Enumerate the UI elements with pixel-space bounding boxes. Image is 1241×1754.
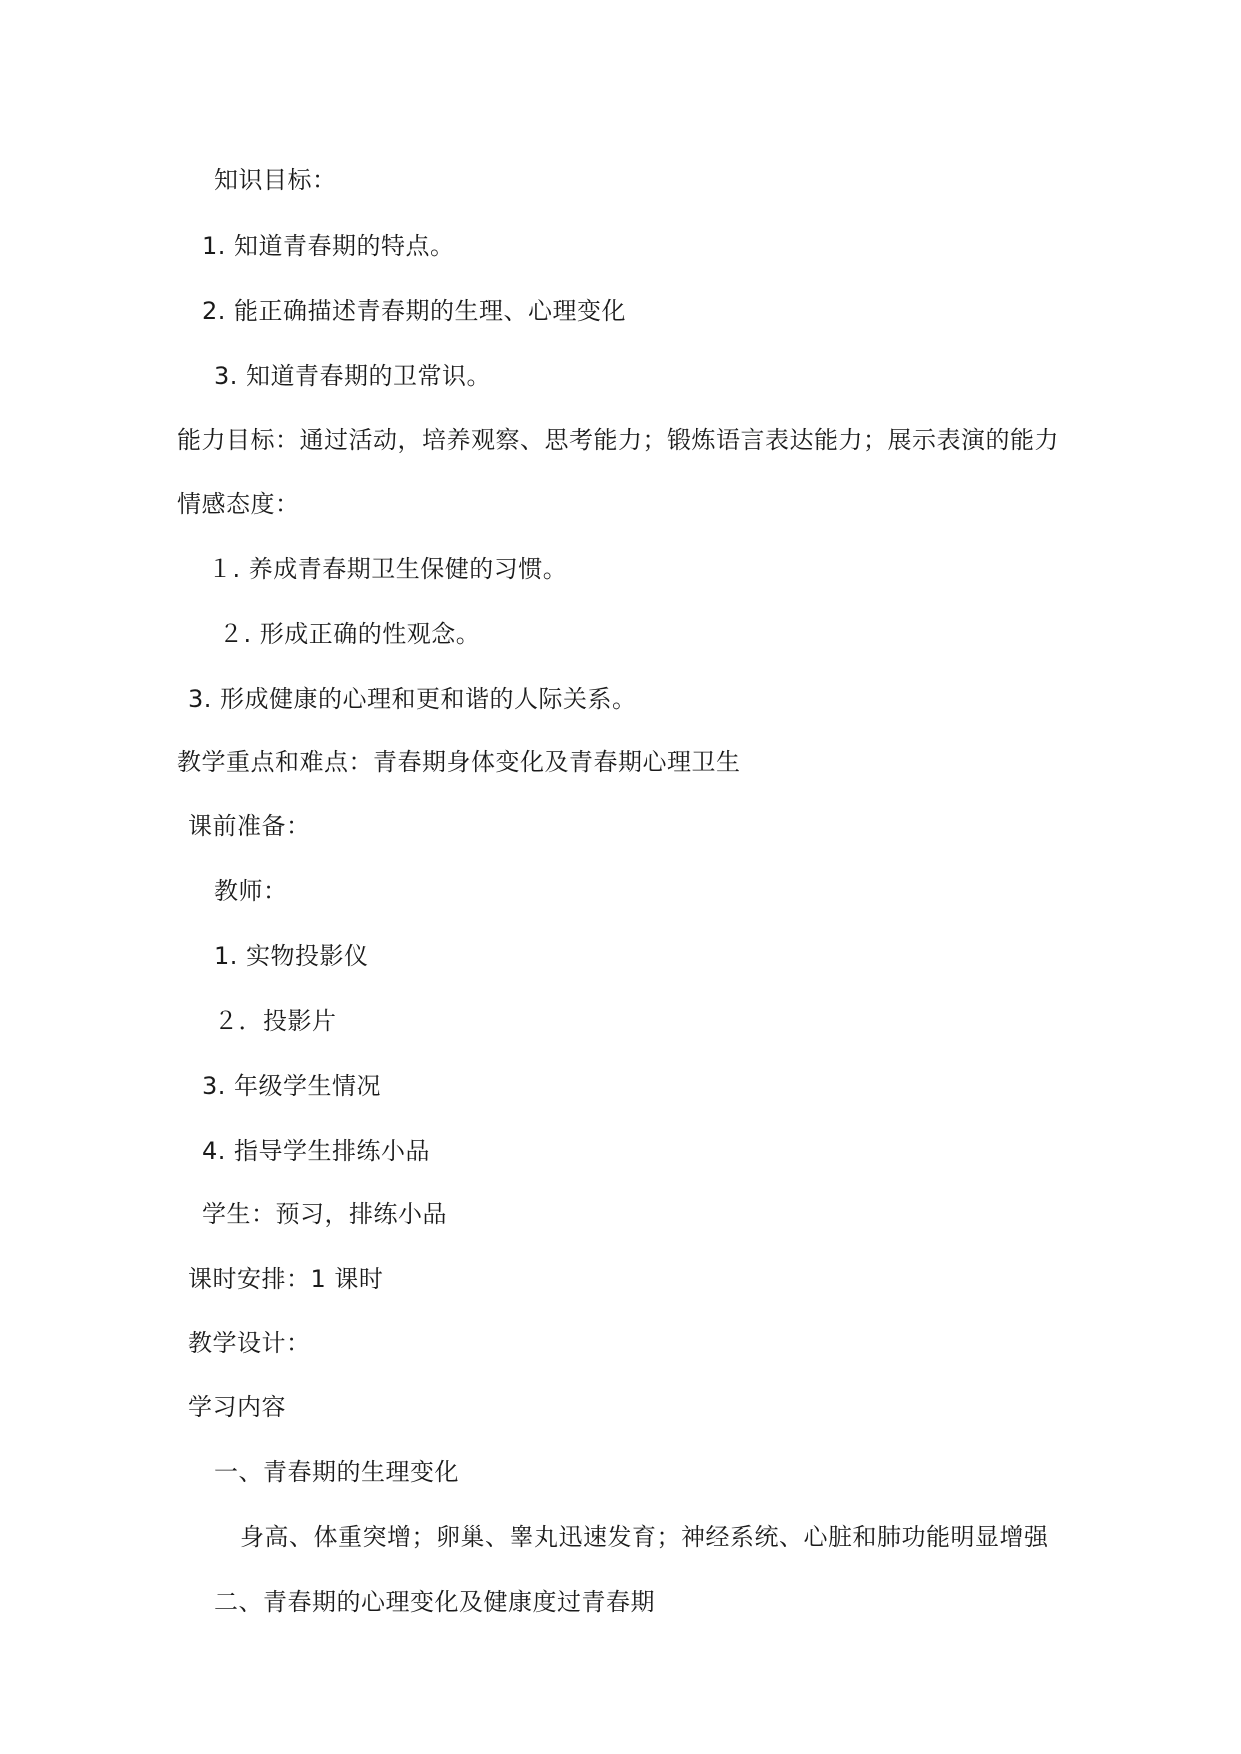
emotion-item: ２. 形成正确的性观念。 [219,620,481,648]
emotion-item: １. 养成青春期卫生保健的习惯。 [208,555,568,583]
teacher-heading: 教师： [214,877,288,905]
ability-goal: 能力目标：通过活动，培养观察、思考能力；锻炼语言表达能力；展示表演的能力 [177,426,1059,454]
teacher-item: 4. 指导学生排练小品 [202,1137,431,1165]
prep-heading: 课前准备： [188,812,311,840]
student-prep: 学生：预习，排练小品 [202,1200,447,1228]
schedule: 课时安排：1 课时 [188,1265,384,1293]
knowledge-item: 1. 知道青春期的特点。 [202,232,455,260]
teacher-item: 3. 年级学生情况 [202,1072,382,1100]
section-title: 二、青春期的心理变化及健康度过青春期 [214,1588,655,1616]
emotion-heading: 情感态度： [177,490,300,518]
knowledge-heading: 知识目标： [214,166,337,194]
knowledge-item: 2. 能正确描述青春期的生理、心理变化 [202,297,627,325]
teacher-item: ２．投影片 [214,1007,337,1035]
key-points: 教学重点和难点：青春期身体变化及青春期心理卫生 [177,748,741,776]
section-title: 一、青春期的生理变化 [214,1458,459,1486]
knowledge-item: 3. 知道青春期的卫常识。 [214,362,492,390]
content-heading: 学习内容 [188,1393,286,1421]
teacher-item: 1. 实物投影仪 [214,942,369,970]
section-body: 身高、体重突增；卵巢、睾丸迅速发育；神经系统、心脏和肺功能明显增强 [240,1523,1049,1551]
design-heading: 教学设计： [188,1329,311,1357]
emotion-item: 3. 形成健康的心理和更和谐的人际关系。 [188,685,637,713]
